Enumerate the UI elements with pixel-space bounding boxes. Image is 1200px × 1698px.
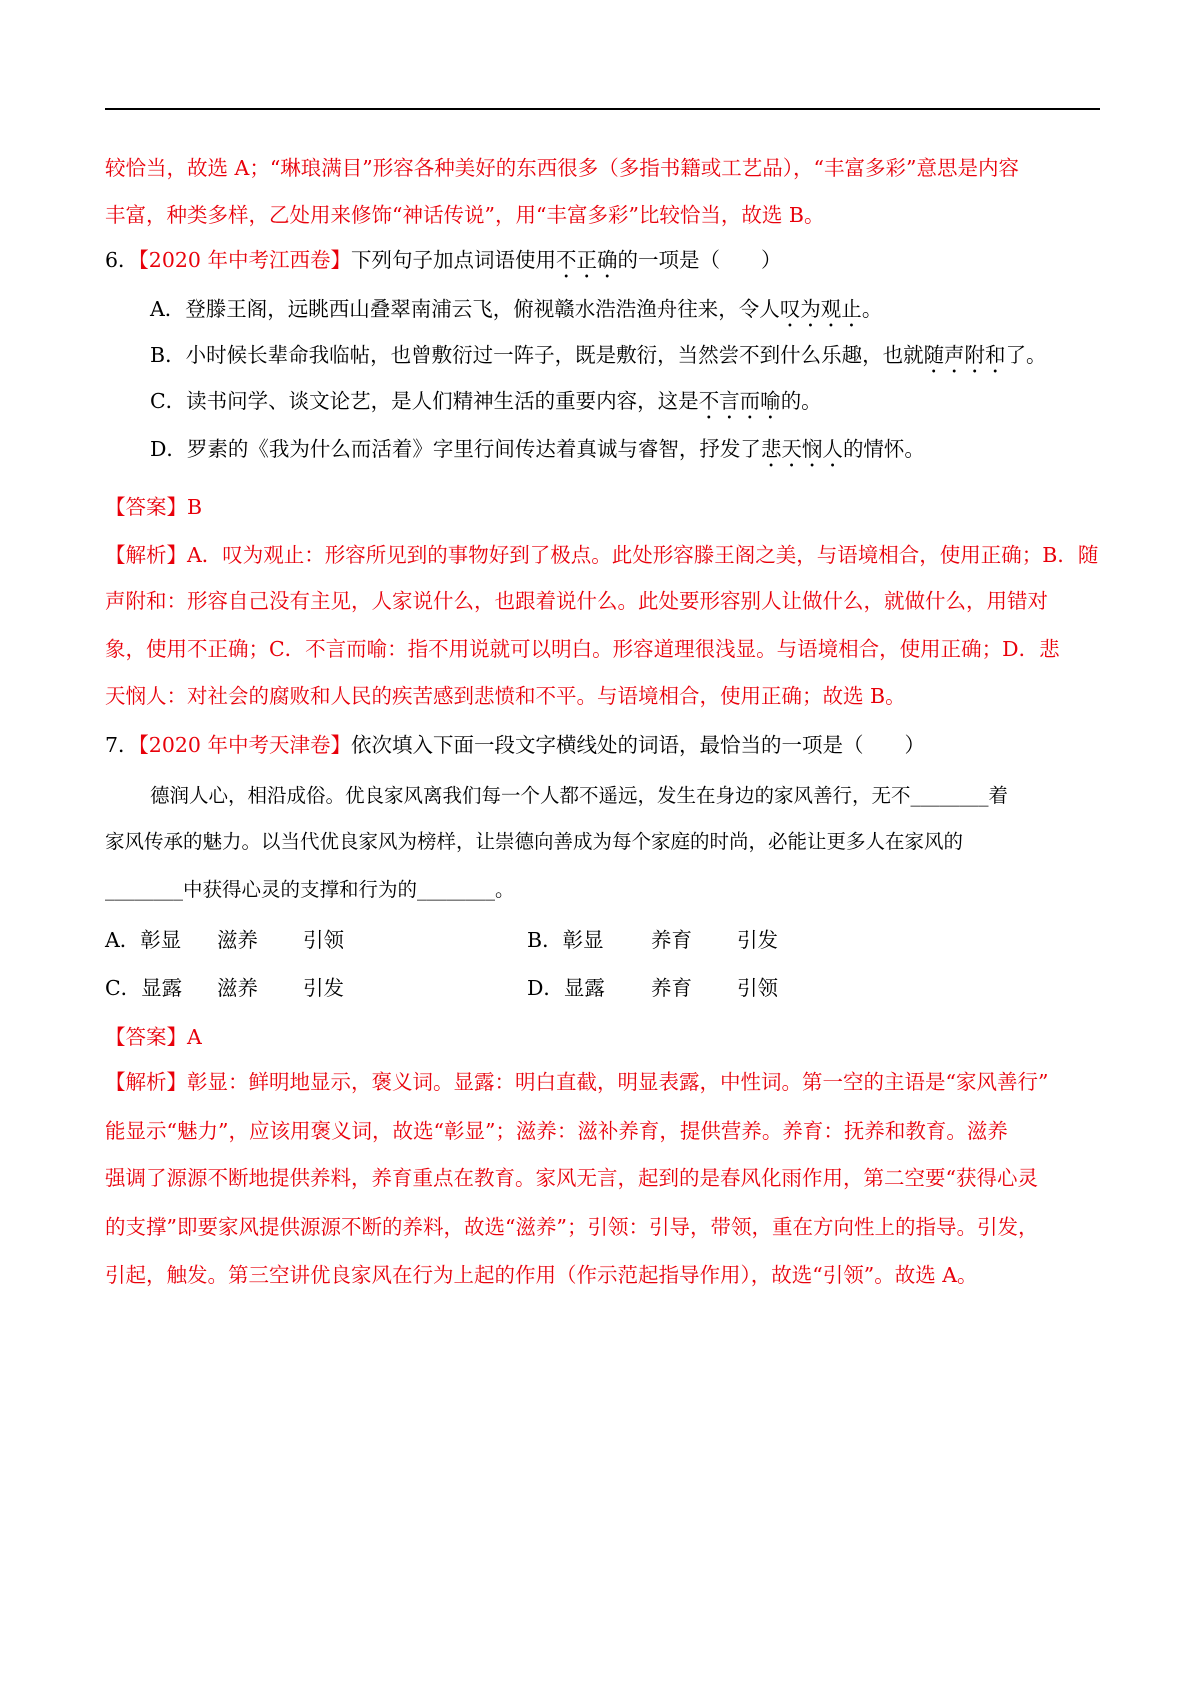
option-label: B．彰显 [527,928,604,952]
option-text: 。 [861,297,883,321]
option-word: 引领 [303,928,344,952]
passage-line: 家风传承的魅力。以当代优良家风为榜样，让崇德向善成为每个家庭的时尚，必能让更多人在家风的 [105,830,964,853]
explanation-line: 丰富，种类多样，乙处用来修饰“神话传说”，用“丰富多彩”比较恰当，故选 B。 [105,203,825,227]
question-source: 【2020 年中考天津卷】 [138,733,351,757]
analysis-line: 天悯人：对社会的腐败和人民的疾苦感到悲愤和不平。与语境相合，使用正确；故选 B。 [105,684,906,708]
option-word: 养育 [651,976,692,1000]
option-c [150,389,822,424]
analysis-line: 的支撑”即要家风提供源源不断的养料，故选“滋养”；引领：引导，带领，重在方向性上的指导。引发， [105,1215,1039,1239]
answer: 【答案】B [105,495,203,519]
option-label: D．显露 [527,976,605,1000]
stem-text: 下列句子加点词语使用 [350,248,556,272]
option-word: 引发 [737,928,778,952]
option-b [150,343,1047,378]
option-label: A．彰显 [105,928,182,952]
option-label: C．显露 [105,976,183,1000]
option-text: D．罗素的《我为什么而活着》字里行间传达着真诚与睿智，抒发了 [150,437,761,461]
stem-text: 的一项是（ ） [617,248,782,272]
option-word: 滋养 [217,928,258,952]
option-text: C．读书问学、谈文论艺，是人们精神生活的重要内容，这是 [150,389,699,413]
option-word: 养育 [651,928,692,952]
emphasized-word: 不正确 [555,248,618,272]
analysis-line: 强调了源源不断地提供养料，养育重点在教育。家风无言，起到的是春风化雨作用，第二空要“获得心灵 [105,1166,1038,1190]
option-d [527,978,778,999]
option-b [527,930,778,951]
question-6-stem [105,248,781,283]
analysis-line: 【解析】A．叹为观止：形容所见到的事物好到了极点。此处形容滕王阁之美，与语境相合，使用正确；B．随 [105,543,1099,567]
question-number: 6． [105,248,139,272]
option-text: 了。 [1005,343,1047,367]
option-c [105,978,344,999]
analysis-line: 声附和：形容自己没有主见，人家说什么，也跟着说什么。此处要形容别人让做什么，就做什么，用错对 [105,589,1048,613]
option-d [150,437,925,472]
analysis-line: 能显示“魅力”，应该用褒义词，故选“彰显”；滋养：滋补养育，提供营养。养育：抚养和教育。滋养 [105,1119,1008,1143]
option-word: 引发 [303,976,344,1000]
emphasized-word: 不言而喻 [698,389,781,413]
analysis-line: 【解析】彰显：鲜明地显示，褒义词。显露：明白直截，明显表露，中性词。第一空的主语是“家风善行” [105,1070,1049,1094]
option-text: 的情怀。 [842,437,925,461]
passage-line: 德润人心，相沿成俗。优良家风离我们每一个人都不遥远，发生在身边的家风善行，无不________着 [150,784,1009,807]
emphasized-word: 叹为观止 [779,297,862,321]
stem-text: 依次填入下面一段文字横线处的词语，最恰当的一项是（ ） [350,733,925,757]
option-a [105,930,344,951]
answer: 【答案】A [105,1025,202,1049]
analysis-line: 象，使用不正确；C．不言而喻：指不用说就可以明白。形容道理很浅显。与语境相合，使用正确；D．悲 [105,637,1060,661]
emphasized-word: 悲天悯人 [760,437,843,461]
option-text: A．登滕王阁，远眺西山叠翠南浦云飞，俯视赣水浩浩渔舟往来，令人 [150,297,780,321]
question-7-stem [105,735,925,756]
option-a [150,297,882,332]
analysis-line: 引起，触发。第三空讲优良家风在行为上起的作用（作示范起指导作用），故选“引领”。故选 A。 [105,1263,978,1287]
emphasized-word: 随声附和 [923,343,1006,367]
passage-line: ________中获得心灵的支撑和行为的________。 [105,878,515,901]
explanation-line: 较恰当，故选 A；“琳琅满目”形容各种美好的东西很多（多指书籍或工艺品），“丰富多彩”意思是内容 [105,156,1019,180]
option-word: 滋养 [217,976,258,1000]
question-number: 7． [105,733,139,757]
option-text: B．小时候长辈命我临帖，也曾敷衍过一阵子，既是敷衍，当然尝不到什么乐趣，也就 [150,343,924,367]
header-rule [105,108,1100,110]
question-source: 【2020 年中考江西卷】 [138,248,351,272]
option-word: 引领 [737,976,778,1000]
option-text: 的。 [780,389,822,413]
